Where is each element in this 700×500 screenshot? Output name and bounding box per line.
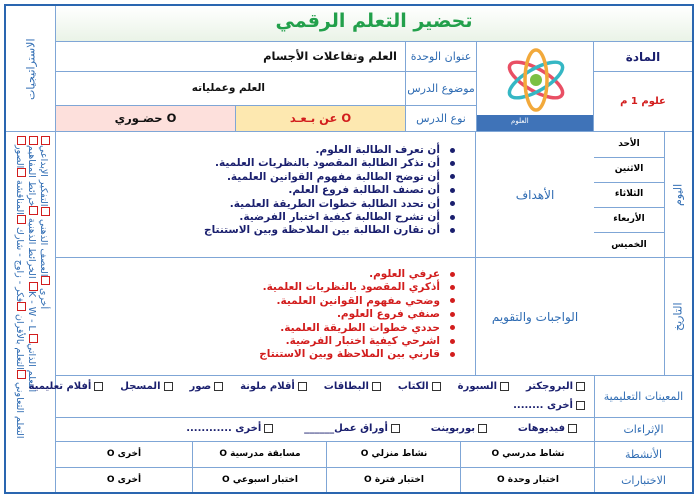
test-other[interactable]: أخرى O [106, 475, 142, 485]
enrich-powerpoint[interactable]: بوربوينت [431, 423, 490, 434]
strategy-kwl[interactable]: K - W - L [26, 282, 37, 331]
goal-item: أن تحدد الطالبة خطوات الطريقة العلمية. [204, 198, 455, 211]
strategy-self-learning[interactable]: التعلم الذاتي [26, 334, 37, 392]
assessment-item: صنفي فروع العلوم. [259, 308, 455, 321]
assessment-content [56, 258, 476, 376]
strategy-cooperative[interactable]: التعلم التعاوني [14, 136, 25, 439]
strategies-list [6, 132, 56, 492]
checkbox-icon [500, 382, 509, 391]
bullet-icon [450, 201, 455, 206]
bullet-icon [450, 339, 455, 344]
bullet-icon [450, 161, 455, 166]
type-label: نوع الدرس [406, 106, 476, 132]
assessment-item: قارني بين الملاحظة وبين الاستنتاج [259, 348, 455, 361]
goal-item: أن تقارن الطالبة بين الملاحظة وبين الاستنتاج [204, 224, 455, 237]
page-title: تحضير التعلم الرقمي [275, 10, 473, 32]
assessment-item: حددي خطوات الطريقة العلمية. [259, 322, 455, 335]
unit-value: العلم وتفاعلات الأجسام [263, 49, 397, 63]
aids-row-1 [29, 381, 588, 392]
bullet-icon [450, 312, 455, 317]
tests-label: الاختبارات [594, 468, 692, 492]
test-weekly[interactable]: اختبار اسبوعي O [192, 468, 327, 492]
strategies-label-cell [6, 6, 56, 132]
checkbox-icon [17, 136, 26, 145]
checkbox-icon [41, 207, 50, 216]
goals-label: الأهداف [476, 132, 594, 258]
strategy-concept-maps[interactable]: خرائط المفاهيم [26, 145, 37, 215]
strategy-mind-maps[interactable]: الخرائط الذهنية [26, 136, 37, 279]
science-image [476, 42, 594, 132]
enrichment-row [186, 423, 580, 434]
enrichment-content [56, 418, 594, 442]
checkbox-icon [214, 382, 223, 391]
strategies-col-3 [38, 136, 53, 309]
subject-label: المادة [594, 42, 692, 72]
enrichment-label: الإثراءات [594, 418, 692, 442]
lesson-value: العلم وعملياته [191, 82, 265, 94]
goal-item: أن تذكر الطالبة المقصود بالنظريات العلمية. [204, 157, 455, 170]
type-inperson-option[interactable] [56, 106, 236, 132]
assessment-label: الواجبات والتقويم [476, 258, 594, 376]
day-tuesday[interactable]: الثلاثاء [594, 182, 665, 208]
checkbox-icon [29, 282, 38, 291]
day-label: اليوم [671, 183, 685, 207]
strategy-discussion[interactable]: المناقشة [14, 180, 25, 224]
checkbox-icon [29, 334, 38, 343]
assessment-item: عرفي العلوم. [259, 268, 455, 281]
bullet-icon [450, 325, 455, 330]
checkbox-icon [29, 206, 38, 215]
enrich-worksheets[interactable]: أوراق عمل______ [304, 423, 403, 434]
aid-projector[interactable]: البروجكتر [526, 381, 588, 392]
checkbox-icon [432, 382, 441, 391]
checkbox-icon [264, 424, 273, 433]
title-bar [56, 6, 692, 42]
goal-item: أن تعرف الطالبة العلوم. [204, 144, 455, 157]
checkbox-icon [41, 136, 50, 145]
aid-other[interactable]: أخرى ........ [513, 400, 588, 411]
activities-label: الأنشطة [594, 442, 692, 468]
lesson-plan-page [4, 4, 694, 494]
atom-icon [477, 42, 595, 116]
aid-cards[interactable]: البطاقات [324, 381, 384, 392]
day-thursday[interactable]: الخميس [594, 232, 665, 258]
strategy-other[interactable]: أخرى [38, 136, 49, 309]
goals-content [56, 132, 476, 258]
tests-content [56, 468, 594, 492]
days-cell [594, 132, 692, 258]
goal-item: أن تصنف الطالبة فروع العلم. [204, 184, 455, 197]
day-monday[interactable]: الاثنين [594, 157, 665, 183]
date-label: التاريخ [671, 302, 685, 332]
bullet-icon [450, 188, 455, 193]
bullet-icon [450, 352, 455, 357]
type-inperson-label: حضـوري O [114, 111, 177, 125]
subject-value: علوم 1 م [620, 96, 666, 107]
date-value-area[interactable] [594, 258, 665, 376]
checkbox-icon [17, 215, 26, 224]
aid-colored-pens[interactable]: أقلام ملونة [240, 381, 310, 392]
lesson-value-cell [56, 72, 406, 106]
type-remote-option[interactable] [236, 106, 406, 132]
day-sunday[interactable]: الأحد [594, 132, 665, 158]
checkbox-icon [164, 382, 173, 391]
checkbox-icon [17, 168, 26, 177]
day-wednesday[interactable]: الأربعاء [594, 207, 665, 233]
checkbox-icon [94, 382, 103, 391]
strategy-think-pair[interactable]: فكر - زاوج - شارك [14, 227, 25, 311]
aid-book[interactable]: الكتاب [398, 381, 444, 392]
goal-item: أن توضح الطالبة مفهوم القوانين العلمية. [204, 171, 455, 184]
checkbox-icon [29, 136, 38, 145]
goals-list [204, 144, 455, 238]
checkbox-icon [17, 370, 26, 379]
assessment-item: أذكري المقصود بالنظريات العلمية. [259, 281, 455, 294]
image-caption: العلوم [511, 117, 529, 125]
image-caption-bar [477, 115, 593, 131]
test-unit[interactable]: اختبار وحدة O [460, 468, 595, 492]
assessment-item: اشرحي كيفية اختبار الفرضية. [259, 335, 455, 348]
aid-films[interactable]: أفلام تعليمية [29, 381, 107, 392]
checkbox-icon [372, 382, 381, 391]
strategy-brainstorm[interactable]: العصف الذهني [38, 219, 49, 286]
strategies-label: الاستراتيجيات [24, 38, 38, 100]
bullet-icon [450, 298, 455, 303]
enrich-other[interactable]: أخرى ............ [186, 423, 276, 434]
test-term[interactable]: اختبار فترة O [326, 468, 461, 492]
unit-label: عنوان الوحدة [406, 42, 476, 72]
strategy-creative[interactable]: التفكير الإبداعي [38, 145, 49, 216]
checkbox-icon [568, 424, 577, 433]
aid-recorder[interactable]: المسجل [120, 381, 175, 392]
checkbox-icon [478, 424, 487, 433]
assessment-list [259, 268, 455, 362]
bullet-icon [450, 148, 455, 153]
strategy-peer[interactable]: التعلم بالأقران [14, 314, 25, 379]
activity-school[interactable]: نشاط مدرسي O [460, 442, 595, 467]
checkbox-icon [576, 382, 585, 391]
type-remote-label: عن بـعـد O [289, 111, 352, 125]
assessment-item: وضحي مفهوم القوانين العلمية. [259, 295, 455, 308]
checkbox-icon [391, 424, 400, 433]
aids-row-2 [513, 400, 588, 411]
unit-value-cell [56, 42, 406, 72]
checkbox-icon [298, 382, 307, 391]
aids-label: المعينات التعليمية [594, 376, 692, 418]
checkbox-icon [576, 401, 585, 410]
strategy-images[interactable]: الصور [14, 145, 25, 177]
date-cell [594, 258, 692, 376]
lesson-label: موضوع الدرس [406, 72, 476, 106]
checkbox-icon [17, 302, 26, 311]
enrich-videos[interactable]: فيديوهات [518, 423, 580, 434]
checkbox-icon [41, 276, 50, 285]
bullet-icon [450, 228, 455, 233]
activity-other[interactable]: أخرى O [106, 449, 142, 459]
bullet-icon [450, 174, 455, 179]
bullet-icon [450, 285, 455, 290]
aids-content [28, 376, 594, 418]
activity-home[interactable]: نشاط منزلي O [326, 442, 461, 467]
goal-item: أن تشرح الطالبة كيفية اختبار الفرضية. [204, 211, 455, 224]
bullet-icon [450, 272, 455, 277]
activity-contest[interactable]: مسابقة مدرسية O [192, 442, 327, 467]
aid-board[interactable]: السبورة [458, 381, 512, 392]
subject-value-cell [594, 72, 692, 132]
activities-content [56, 442, 594, 468]
bullet-icon [450, 215, 455, 220]
aid-pictures[interactable]: صور [189, 381, 226, 392]
